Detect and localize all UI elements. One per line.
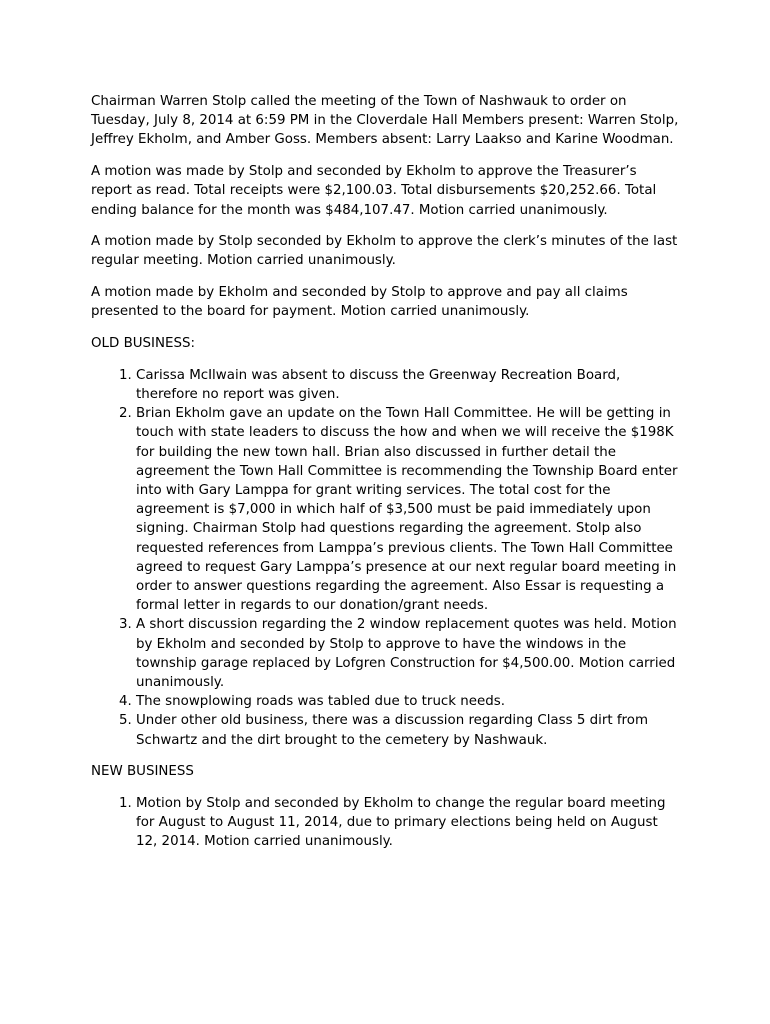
old-business-item: 1. Carissa McIlwain was absent to discuss the Greenway Recreation Board, therefore no report was given. (136, 366, 681, 404)
old-business-item: 2. Brian Ekholm gave an update on the Town Hall Committee. He will be getting in touch with state leaders to discuss the how and when we will receive the $198K for building the new town hall. Brian also discussed in further detail the agreement the Town Hall Committee is recommending the Township Board enter into with Gary Lamppa for grant writing services. The total cost for the agreement is $7,000 in which half of $3,500 must be paid immediately upon signing. Chairman Stolp had questions regarding the agreement. Stolp also requested references from Lamppa’s previous clients. The Town Hall Committee agreed to request Gary Lamppa’s presence at our next regular board meeting in order to answer questions regarding the agreement. Also Essar is requesting a formal letter in regards to our donation/grant needs. (136, 404, 681, 615)
old-business-item: 5. Under other old business, there was a discussion regarding Class 5 dirt from Schwartz and the dirt brought to the cemetery by Nashwauk. (136, 711, 681, 749)
paragraph-clerk-minutes: A motion made by Stolp seconded by Ekholm to approve the clerk’s minutes of the last regular meeting. Motion carried unanimously. (91, 234, 678, 269)
new-business-list (91, 794, 681, 852)
old-business-item: 4. The snowplowing roads was tabled due to truck needs. (136, 692, 681, 711)
old-business-heading: OLD BUSINESS: (91, 336, 195, 352)
new-business-item: 1. Motion by Stolp and seconded by Ekholm to change the regular board meeting for August to August 11, 2014, due to primary elections being held on August 12, 2014. Motion carried unanimously. (136, 794, 681, 852)
old-business-item: 3. A short discussion regarding the 2 window replacement quotes was held. Motion by Ekholm and seconded by Stolp to approve to have the windows in the township garage replaced by Lofgren Construction for $4,500.00. Motion carried unanimously. (136, 615, 681, 692)
paragraph-claims: A motion made by Ekholm and seconded by Stolp to approve and pay all claims presented to the board for payment. Motion carried unanimously. (91, 285, 628, 320)
paragraph-treasurer-report: A motion was made by Stolp and seconded by Ekholm to approve the Treasurer’s report as read. Total receipts were $2,100.03. Total disbursements $20,252.66. Total ending balance for the month was $484,107.47. Motion carried unanimously. (91, 164, 657, 218)
old-business-list (91, 366, 681, 750)
new-business-heading: NEW BUSINESS (91, 764, 194, 780)
document-page (91, 92, 681, 864)
paragraph-call-to-order: Chairman Warren Stolp called the meeting of the Town of Nashwauk to order on Tuesday, July 8, 2014 at 6:59 PM in the Cloverdale Hall Members present: Warren Stolp, Jeffrey Ekholm, and Amber Goss. Members absent: Larry Laakso and Karine Woodman. (91, 94, 679, 148)
